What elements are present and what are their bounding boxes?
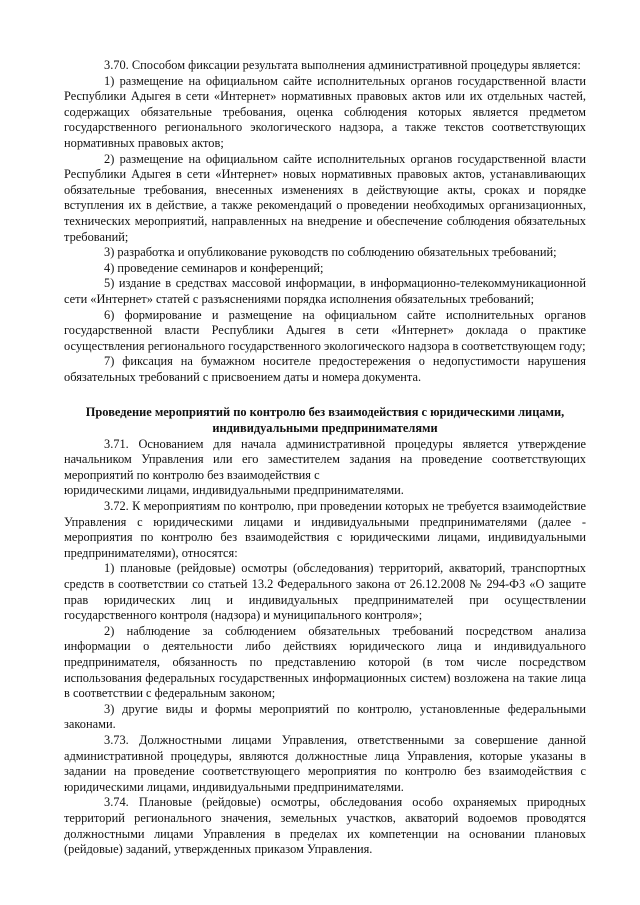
paragraph-3-70-item-2: 2) размещение на официальном сайте исполнительных органов государственной власти Республики Адыгея в сети «Интернет» новых нормативных правовых актов, устанавливающих обязательные требования, внесенных изменениях в действующие акты, сроках и порядке вступления их в действие, а также рекомендаций о проведении необходимых организационных, технических мероприятий, направленных на внедрение и обеспечение соблюдения обязательных требований; (64, 151, 586, 244)
paragraph-3-70-item-7: 7) фиксация на бумажном носителе предостережения о недопустимости нарушения обязательных требований с присвоением даты и номера документа. (64, 354, 586, 384)
paragraph-3-70: 3.70. Способом фиксации результата выполнения административной процедуры является: (104, 58, 581, 72)
paragraph-3-70-item-1: 1) размещение на официальном сайте исполнительных органов государственной власти Республики Адыгея в сети «Интернет» нормативных правовых актов или их отдельных частей, содержащих обязательные требования, оценка соблюдения которых является предметом государственного регионального экологического надзора, а также текстов соответствующих нормативных правовых актов; (64, 73, 586, 150)
paragraph-3-73: 3.73. Должностными лицами Управления, ответственными за совершение данной административной процедуры, являются должностные лица Управления, которые указаны в задании на проведение соответствующего мероприятия по контролю без взаимодействия с юридическими лицами, индивидуальными предпринимателями. (64, 732, 586, 794)
paragraph-3-72-item-2: 2) наблюдение за соблюдением обязательных требований посредством анализа информации о деятельности либо действиях юридического лица и индивидуального предпринимателя, обязанность по представлению которой (в том числе посредством использования федеральных государственных информационных систем) возложена на такие лица в соответствии с федеральным законом; (64, 623, 586, 701)
paragraph-3-71: 3.71. Основанием для начала административной процедуры является утверждение начальником Управления или его заместителем задания на проведение соответствующих мероприятий по контролю без взаимодействия с (64, 436, 586, 482)
paragraph-3-72: 3.72. К мероприятиям по контролю, при проведении которых не требуется взаимодействие Управления с юридическими лицами и индивидуальными предпринимателями (далее - мероприятия по контролю без взаимодействия с юридическими лицами, индивидуальными предпринимателями), относятся: (64, 499, 586, 560)
paragraph-3-70-item-6: 6) формирование и размещение на официальном сайте исполнительных органов государственной власти Республики Адыгея в сети «Интернет» доклада о практике осуществления регионального государственного экологического надзора в соответствующем году; (64, 307, 586, 353)
paragraph-3-72-item-3: 3) другие виды и формы мероприятий по контролю, установленные федеральными законами. (64, 701, 586, 732)
paragraph-3-72-item-1: 1) плановые (рейдовые) осмотры (обследования) территорий, акваторий, транспортных средств в соответствии со статьей 13.2 Федерального закона от 26.12.2008 № 294-ФЗ «О защите прав юридических лиц и индивидуальных предпринимателей при осуществлении государственного контроля (надзора) и муниципального контроля»; (64, 561, 586, 623)
section-heading: Проведение мероприятий по контролю без взаимодействия с юридическими лицами, индивидуальными предпринимателями (85, 405, 565, 436)
paragraph-3-74: 3.74. Плановые (рейдовые) осмотры, обследования особо охраняемых природных территорий регионального значения, земельных участков, акваторий водоемов проводятся должностными лицами Управления в пределах их компетенции на основании плановых (рейдовые) заданий, утвержденных приказом Управления. (64, 795, 586, 857)
paragraph-3-71-tail: юридическими лицами, индивидуальными предпринимателями. (64, 483, 404, 498)
paragraph-3-70-item-4: 4) проведение семинаров и конференций; (104, 260, 324, 275)
paragraph-3-70-item-5: 5) издание в средствах массовой информации, в информационно-телекоммуникационной сети «Интернет» статей с разъяснениями порядка исполнения обязательных требований; (64, 276, 586, 306)
paragraph-3-70-item-3: 3) разработка и опубликование руководств по соблюдению обязательных требований; (104, 245, 557, 260)
